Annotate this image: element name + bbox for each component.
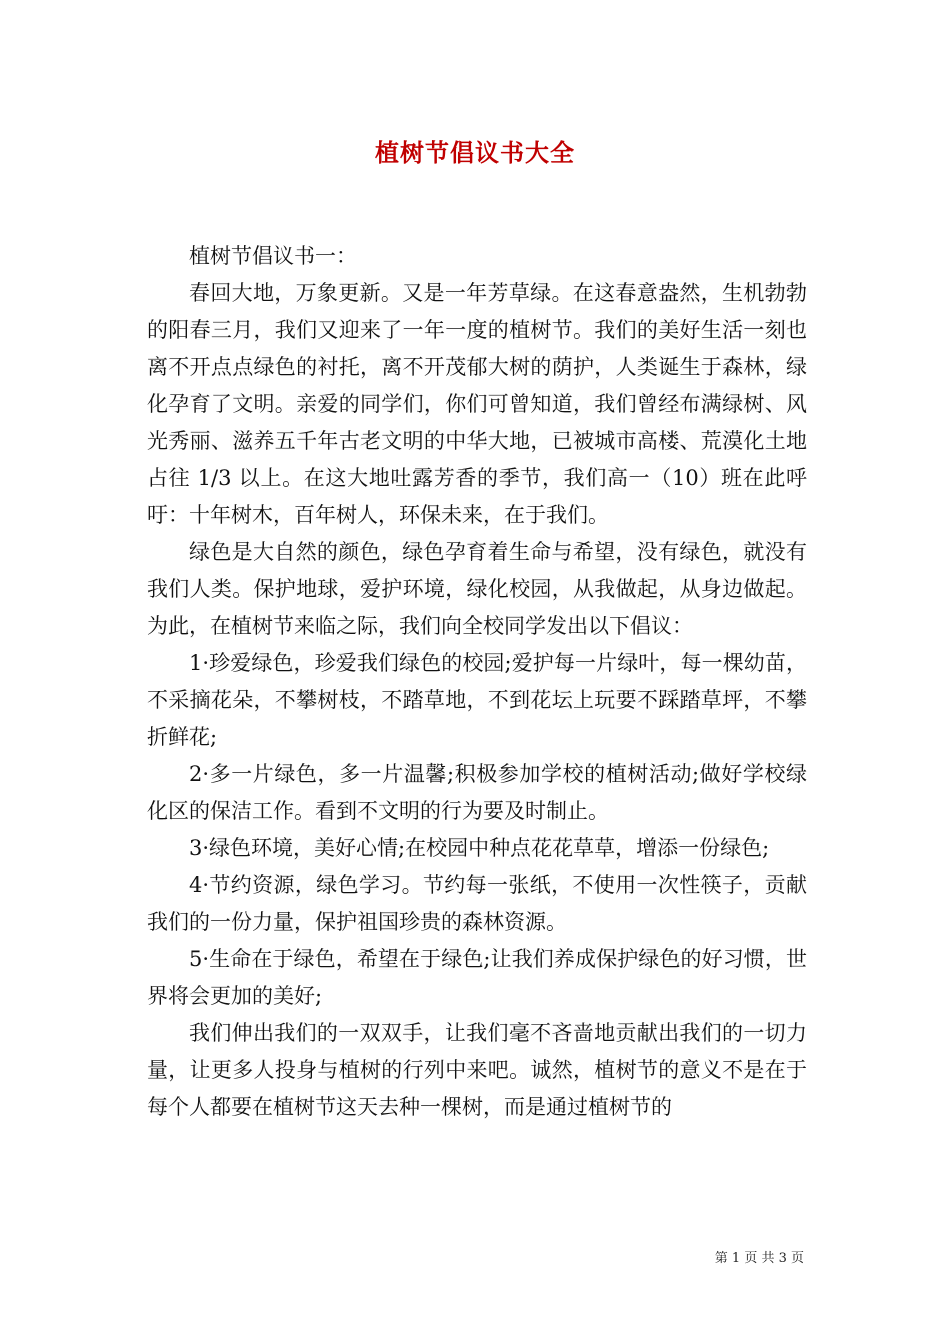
paragraph: 春回大地，万象更新。又是一年芳草绿。在这春意盎然，生机勃勃的阳春三月，我们又迎来了一年一度的植树节。我们的美好生活一刻也离不开点点绿色的衬托，离不开茂郁大树的荫护，人类诞生于森林，绿化孕育了文明。亲爱的同学们，你们可曾知道，我们曾经布满绿树、风光秀丽、滋养五千年古老文明的中华大地，已被城市高楼、荒漠化土地占往 1/3 以上。在这大地吐露芳香的季节，我们高一（10）班在此呼吁：十年树木，百年树人，环保未来，在于我们。	[147, 281, 807, 527]
proposal-item-2: 2·多一片绿色，多一片温馨;积极参加学校的植树活动;做好学校绿化区的保洁工作。看到不文明的行为要及时制止。	[147, 762, 807, 823]
paragraph-heading: 植树节倡议书一：	[189, 244, 357, 268]
proposal-item-5: 5·生命在于绿色，希望在于绿色;让我们养成保护绿色的好习惯，世界将会更加的美好;	[147, 947, 807, 1008]
proposal-item-4: 4·节约资源，绿色学习。节约每一张纸，不使用一次性筷子，贡献我们的一份力量，保护祖国珍贵的森林资源。	[147, 873, 807, 934]
paragraph: 我们伸出我们的一双双手，让我们毫不吝啬地贡献出我们的一切力量，让更多人投身与植树的行列中来吧。诚然，植树节的意义不是在于每个人都要在植树节这天去种一棵树，而是通过植树节的	[147, 1021, 807, 1119]
document-body	[147, 238, 807, 1126]
document-title: 植树节倡议书大全	[375, 138, 575, 167]
paragraph: 绿色是大自然的颜色，绿色孕育着生命与希望，没有绿色，就没有我们人类。保护地球，爱护环境，绿化校园，从我做起，从身边做起。为此，在植树节来临之际，我们向全校同学发出以下倡议：	[147, 540, 807, 638]
proposal-item-1: 1·珍爱绿色，珍爱我们绿色的校园;爱护每一片绿叶，每一棵幼苗，不采摘花朵，不攀树枝，不踏草地，不到花坛上玩要不踩踏草坪，不攀折鲜花;	[147, 651, 807, 749]
proposal-item-3: 3·绿色环境，美好心情;在校园中种点花花草草，增添一份绿色;	[189, 836, 770, 860]
page-number-footer: 第 1 页 共 3 页	[714, 1251, 804, 1266]
